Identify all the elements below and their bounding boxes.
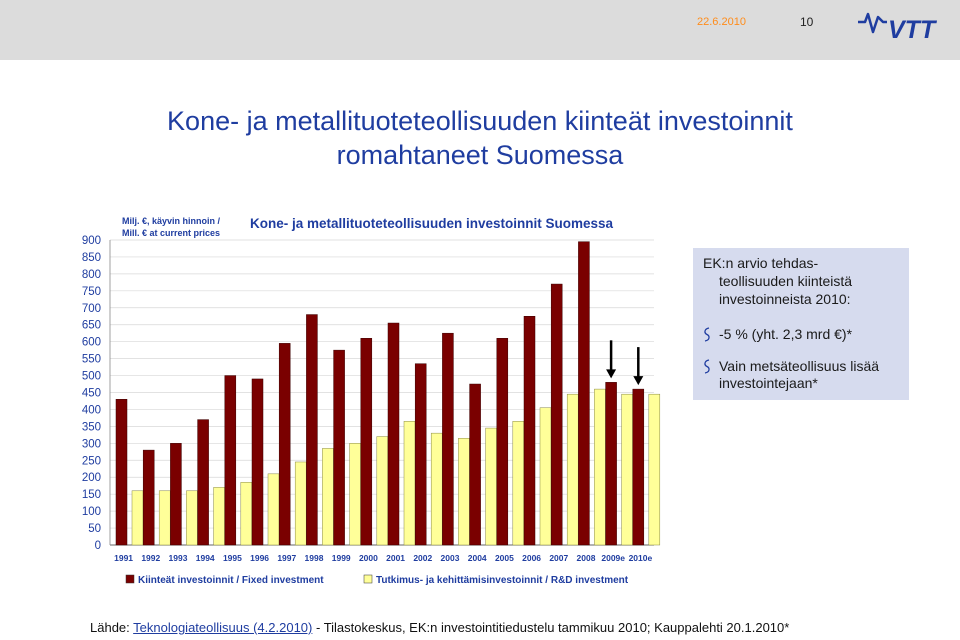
bar-fixed-2005 [497, 338, 508, 545]
x-tick-label: 2008 [576, 553, 596, 563]
ek-estimate-box [693, 248, 909, 400]
bar-fixed-1991 [116, 399, 127, 545]
bar-rd-2001 [404, 421, 415, 545]
bar-rd-2006 [540, 408, 551, 545]
bar-rd-2003 [458, 438, 469, 545]
bar-fixed-1999 [334, 350, 345, 545]
x-tick-label: 2005 [494, 553, 514, 563]
source-rest: - Tilastokeskus, EK:n investointitiedustelu tammikuu 2010; Kauppalehti 20.1.2010* [312, 620, 790, 635]
bar-fixed-2010e [633, 389, 644, 545]
header-bar [0, 0, 960, 60]
bar-fixed-2006 [524, 316, 535, 545]
y-tick-label: 750 [81, 285, 101, 298]
bar-fixed-2003 [442, 333, 453, 545]
unit-label-1: Milj. €, käyvin hinnoin / [122, 216, 221, 226]
x-tick-label: 1993 [168, 553, 188, 563]
y-tick-label: 100 [81, 506, 101, 519]
x-tick-label: 1994 [195, 553, 215, 563]
bullet-icon [703, 327, 711, 342]
legend-label-fixed: Kiinteät investoinnit / Fixed investment [138, 575, 324, 586]
bar-fixed-2007 [551, 284, 562, 545]
bar-fixed-1995 [225, 376, 236, 545]
bar-rd-2008 [594, 389, 605, 545]
x-tick-label: 1998 [304, 553, 324, 563]
bar-fixed-1996 [252, 379, 263, 545]
bar-rd-1996 [268, 474, 279, 545]
infobox-heading [703, 254, 903, 308]
bar-rd-2004 [486, 428, 497, 545]
bar-rd-2005 [513, 421, 524, 545]
x-tick-label: 2010e [628, 553, 653, 563]
infobox-heading-line-3: investoinneista 2010: [719, 291, 851, 307]
chart-title: Kone- ja metallituoteteollisuuden investoinnit Suomessa [250, 216, 614, 231]
source-note [90, 620, 789, 635]
bar-rd-2000 [377, 437, 388, 545]
x-tick-label: 2002 [413, 553, 433, 563]
bar-rd-2009e [622, 394, 633, 545]
bar-fixed-1992 [143, 450, 154, 545]
slide-title [60, 104, 900, 172]
bar-fixed-1998 [306, 315, 317, 545]
slide-number: 10 [800, 15, 814, 29]
y-tick-label: 150 [81, 489, 101, 502]
y-tick-label: 400 [81, 404, 101, 417]
y-tick-label: 450 [81, 387, 101, 400]
legend-label-rd: Tutkimus- ja kehittämisinvestoinnit / R&D investment [376, 575, 629, 586]
y-tick-label: 850 [81, 251, 101, 264]
y-tick-label: 650 [81, 319, 101, 332]
x-tick-label: 2000 [358, 553, 378, 563]
y-tick-label: 600 [81, 336, 101, 349]
y-tick-label: 700 [81, 302, 101, 315]
logo-text: VTT [888, 16, 936, 44]
bar-fixed-1994 [198, 420, 209, 545]
x-tick-label: 1992 [141, 553, 161, 563]
bar-rd-1995 [241, 482, 252, 545]
x-tick-label: 2006 [522, 553, 542, 563]
infobox-heading-line-2: teollisuuden kiinteistä [719, 273, 853, 289]
bar-fixed-2000 [361, 338, 372, 545]
bar-rd-1999 [350, 443, 361, 545]
bar-rd-2010e [649, 394, 660, 545]
x-tick-label: 2007 [549, 553, 569, 563]
x-tick-label: 2001 [386, 553, 406, 563]
x-tick-label: 2009e [601, 553, 626, 563]
y-tick-label: 0 [94, 540, 101, 552]
title-line-2: romahtaneet Suomessa [336, 140, 624, 170]
bullet-icon [703, 359, 711, 374]
bar-fixed-2008 [578, 242, 589, 545]
bar-fixed-2009e [606, 382, 617, 545]
bar-fixed-2002 [415, 364, 426, 545]
investment-chart [78, 208, 664, 600]
bar-rd-1997 [295, 462, 306, 545]
bar-rd-1993 [186, 491, 197, 545]
bar-rd-1994 [214, 487, 225, 545]
y-tick-label: 550 [81, 353, 101, 366]
bar-fixed-1997 [279, 343, 290, 545]
y-tick-label: 250 [81, 455, 101, 468]
y-tick-label: 300 [81, 438, 101, 451]
x-tick-label: 2003 [440, 553, 460, 563]
legend [126, 575, 629, 586]
y-tick-label: 200 [81, 472, 101, 485]
bar-fixed-1993 [170, 443, 181, 545]
source-prefix: Lähde: [90, 620, 134, 635]
infobox-heading-line-1: EK:n arvio tehdas- [703, 255, 819, 271]
title-line-1: Kone- ja metallituoteteollisuuden kiinteät investoinnit [167, 106, 793, 136]
bar-fixed-2001 [388, 323, 399, 545]
bar-rd-1991 [132, 491, 143, 545]
legend-swatch-fixed [126, 575, 134, 583]
bar-rd-2007 [567, 394, 578, 545]
y-tick-label: 800 [81, 268, 101, 281]
legend-swatch-rd [364, 575, 372, 583]
vtt-logo [856, 8, 946, 44]
x-tick-label: 1999 [331, 553, 351, 563]
y-tick-label: 900 [81, 235, 101, 247]
bullet-text: Vain metsäteollisuus lisää investointejaan* [719, 358, 880, 391]
x-tick-label: 1996 [250, 553, 270, 563]
x-tick-label: 2004 [467, 553, 487, 563]
bar-rd-1992 [159, 491, 170, 545]
bar-rd-1998 [322, 448, 333, 545]
bullet-text: -5 % (yht. 2,3 mrd €)* [719, 326, 853, 342]
y-tick-label: 50 [88, 523, 101, 536]
bar-rd-2002 [431, 433, 442, 545]
source-link[interactable]: Teknologiateollisuus (4.2.2010) [133, 620, 313, 635]
slide-date: 22.6.2010 [697, 16, 746, 28]
y-tick-label: 500 [81, 370, 101, 383]
x-tick-label: 1991 [114, 553, 134, 563]
y-tick-label: 350 [81, 421, 101, 434]
unit-label-2: Mill. € at current prices [122, 228, 221, 238]
x-tick-label: 1995 [222, 553, 242, 563]
x-tick-label: 1997 [277, 553, 297, 563]
bar-fixed-2004 [470, 384, 481, 545]
